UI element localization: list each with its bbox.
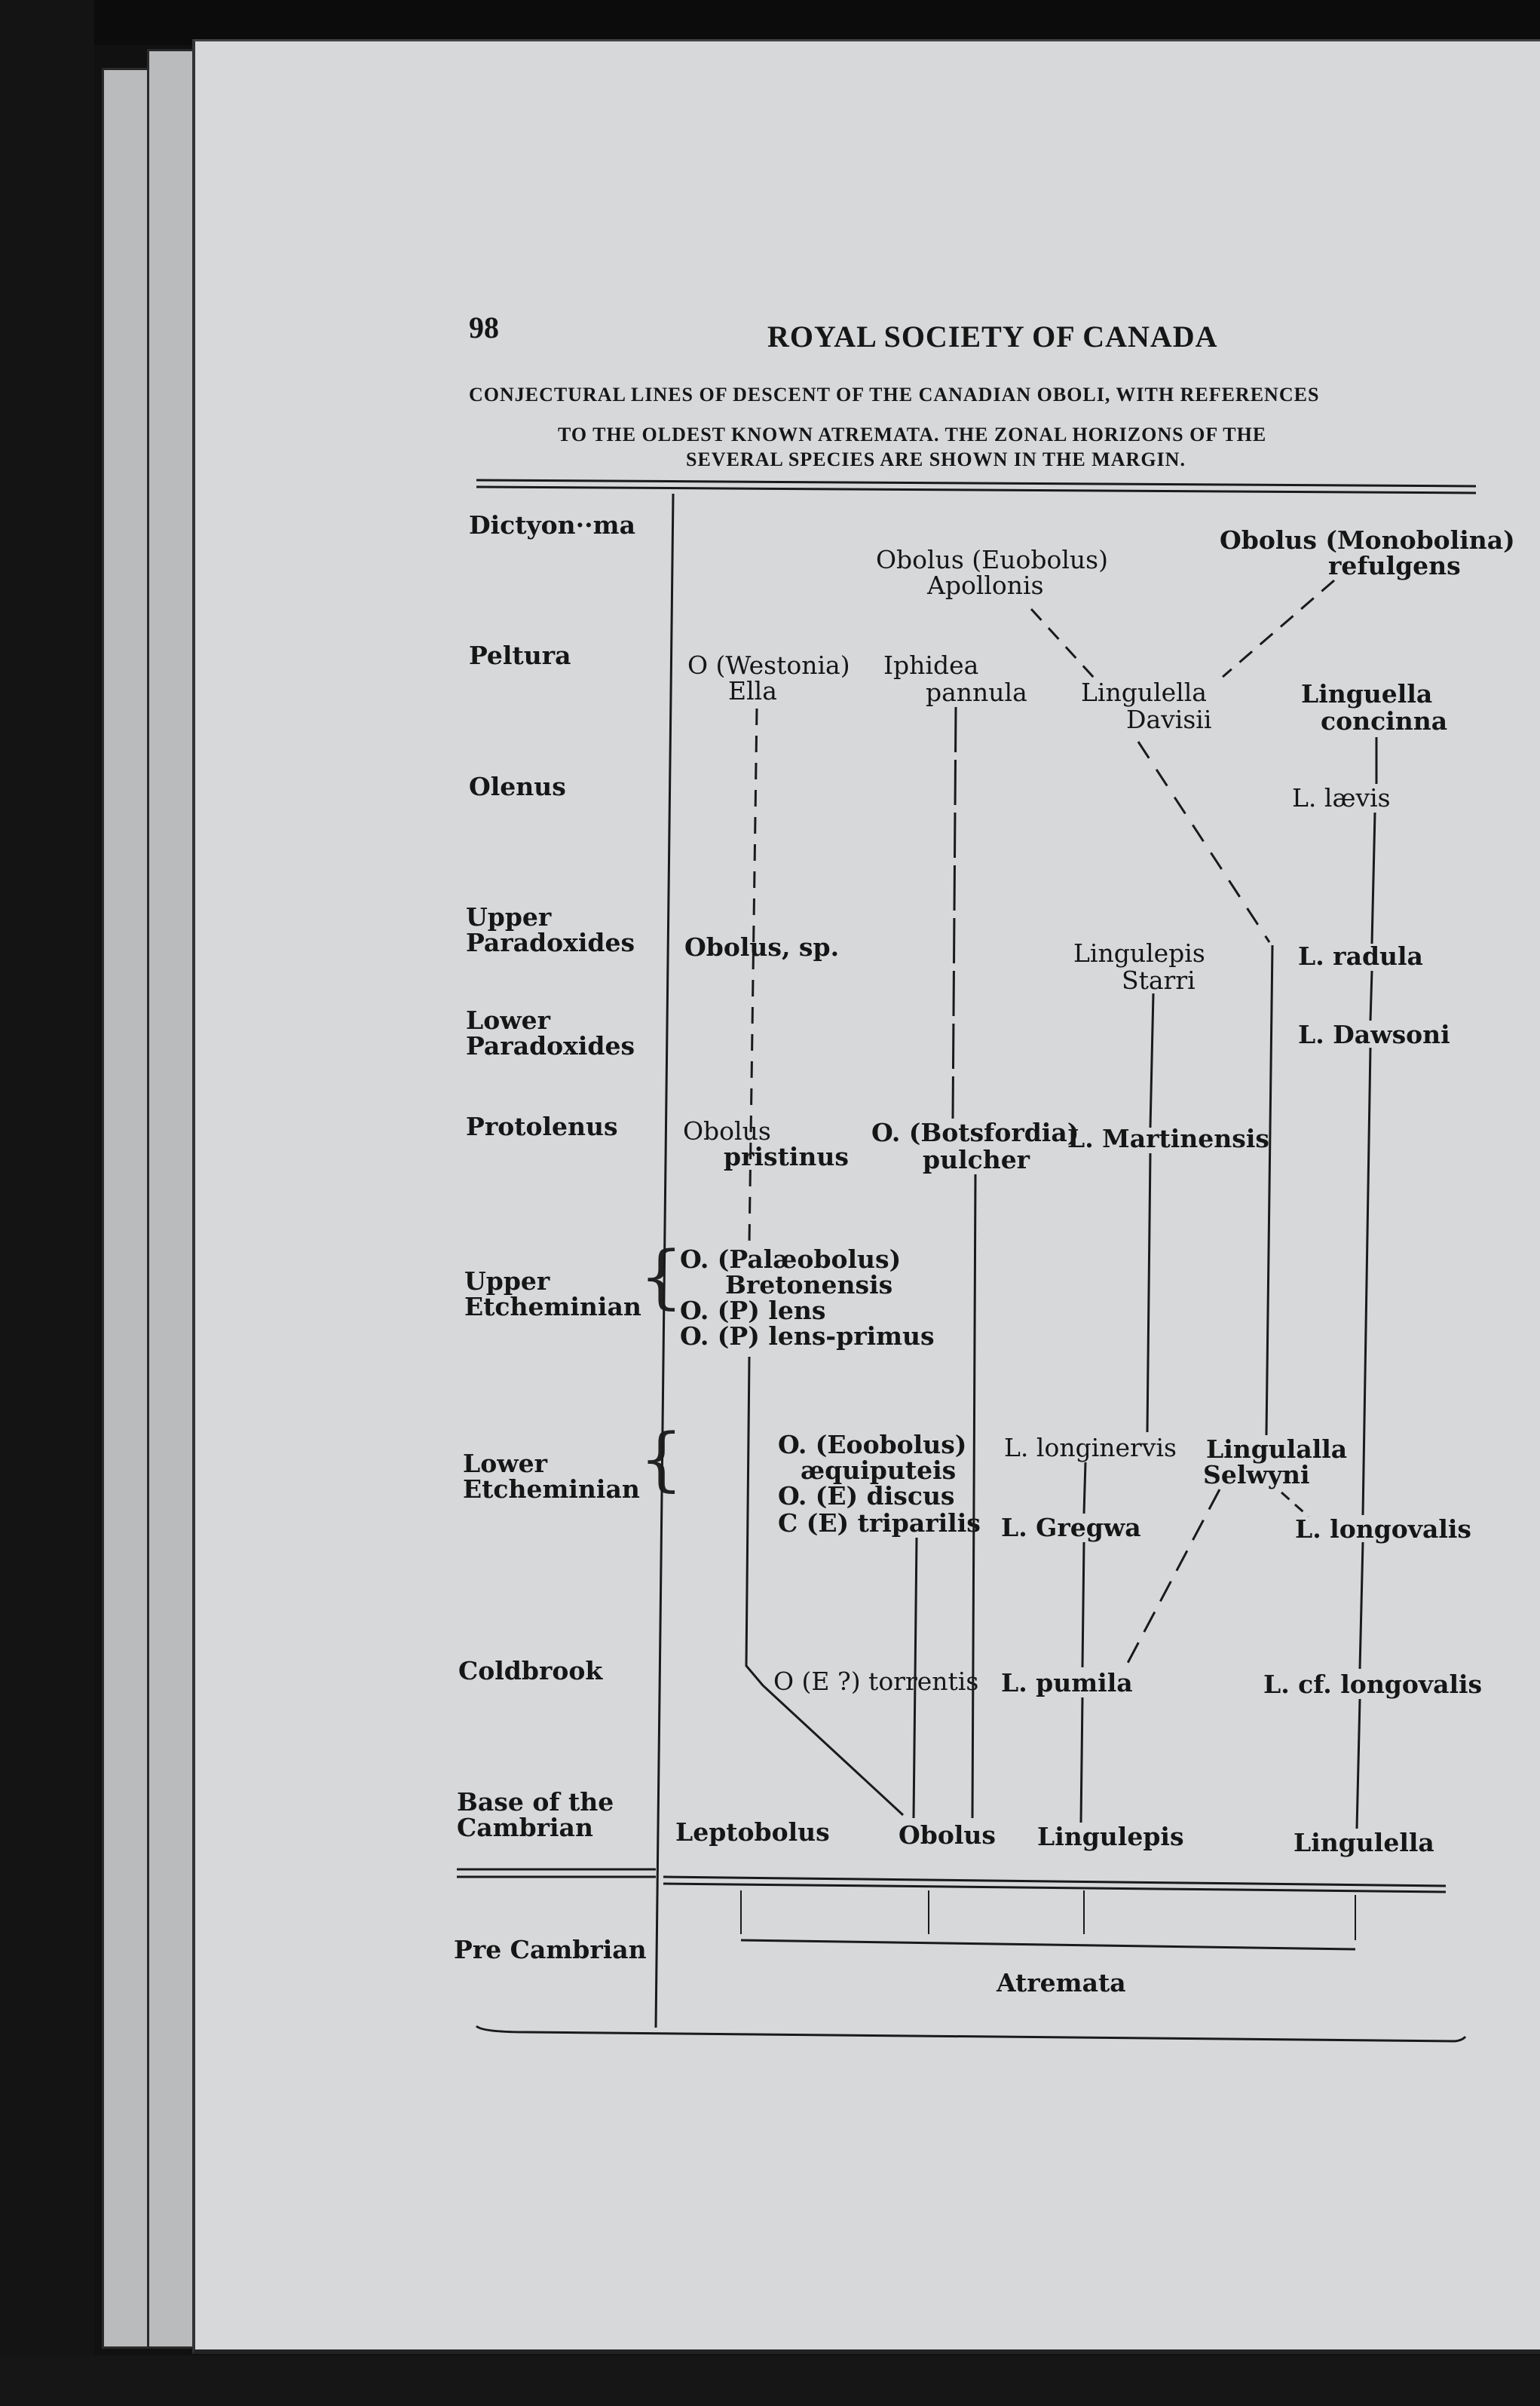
page-number: 98 xyxy=(469,311,499,344)
species-euobolus: Obolus (Euobolus) xyxy=(876,545,1108,574)
zone-olenus: Olenus xyxy=(469,772,566,801)
species-monobolina-name: refulgens xyxy=(1328,551,1461,580)
species-l-radula: L. radula xyxy=(1298,941,1423,971)
zone-upper-paradoxides-1: Upper xyxy=(466,902,552,932)
species-linguella-concinna-name: concinna xyxy=(1321,706,1448,736)
davisii-dashed xyxy=(1138,742,1269,942)
zone-coldbrook: Coldbrook xyxy=(458,1656,603,1685)
selwyni-lineage xyxy=(1266,945,1272,1435)
species-leptobolus: Leptobolus xyxy=(675,1817,830,1847)
caption-line-1: CONJECTURAL LINES OF DESCENT OF THE CANADIAN OBOLI, WITH REFERENCES xyxy=(469,384,1320,406)
species-l-longovalis: L. longovalis xyxy=(1295,1514,1472,1544)
species-l-longinervis: L. longinervis xyxy=(1004,1433,1177,1462)
species-l-dawsoni: L. Dawsoni xyxy=(1298,1020,1450,1049)
selwyni-pumila-dashed xyxy=(1126,1489,1220,1666)
selwyni-longovalis-dashed xyxy=(1281,1492,1309,1517)
zone-upper-etcheminian-1: Upper xyxy=(464,1266,550,1296)
species-p-lens-primus: O. (P) lens-primus xyxy=(680,1321,935,1351)
zone-dictyonema: Dictyon··ma xyxy=(469,510,635,540)
species-e-triparilis: C (E) triparilis xyxy=(778,1508,981,1538)
botsfordia-lineage xyxy=(972,1174,975,1818)
pumila-lingulepis-lineage xyxy=(1081,1697,1082,1823)
species-lingulepis: Lingulepis xyxy=(1037,1822,1184,1851)
species-obolus-sp: Obolus, sp. xyxy=(684,932,840,962)
gregwa-pumila-lineage xyxy=(1082,1542,1084,1667)
species-euobolus-name: Apollonis xyxy=(927,571,1044,600)
header-rule-1 xyxy=(476,480,1476,486)
species-l-laevis: L. lævis xyxy=(1292,783,1391,813)
martinensis-lineage xyxy=(1147,1153,1150,1432)
species-lingulella-davisii: Lingulella xyxy=(1081,678,1207,707)
species-monobolina: Obolus (Monobolina) xyxy=(1220,525,1515,555)
zone-pre-cambrian: Pre Cambrian xyxy=(454,1935,647,1964)
iphidea-lineage xyxy=(953,707,956,1119)
atremata-bracket-line xyxy=(741,1940,1355,1949)
zone-upper-etcheminian-2: Etcheminian xyxy=(464,1292,641,1321)
header-rule-2 xyxy=(476,487,1476,493)
zone-base-cambrian-2: Cambrian xyxy=(457,1813,593,1842)
species-obolus-pristinus-name: pristinus xyxy=(724,1142,849,1171)
species-eoobolus-name: æquiputeis xyxy=(801,1456,957,1485)
species-botsfordia: O. (Botsfordia) xyxy=(871,1118,1079,1147)
species-l-martinensis: L. Martinensis xyxy=(1067,1124,1269,1153)
species-westonia: O (Westonia) xyxy=(687,650,850,680)
species-iphidea-name: pannula xyxy=(926,678,1027,707)
species-torrentis: O (E ?) torrentis xyxy=(773,1667,979,1696)
monobolina-davisii-dashed xyxy=(1223,580,1334,677)
zone-lower-paradoxides-2: Paradoxides xyxy=(466,1031,635,1061)
species-linguella-concinna: Linguella xyxy=(1301,679,1433,709)
species-l-gregwa: L. Gregwa xyxy=(1001,1513,1141,1542)
zone-lower-paradoxides-1: Lower xyxy=(466,1006,551,1035)
brace-upper-etcheminian: { xyxy=(639,1236,684,1317)
zone-upper-paradoxides-2: Paradoxides xyxy=(466,928,635,957)
species-palaeobolus: O. (Palæobolus) xyxy=(680,1244,902,1274)
species-e-discus: O. (E) discus xyxy=(778,1481,955,1511)
caption-line-3: SEVERAL SPECIES ARE SHOWN IN THE MARGIN. xyxy=(686,448,1186,470)
euobolus-davisii-dashed xyxy=(1031,609,1095,678)
species-eoobolus: O. (Eoobolus) xyxy=(778,1430,967,1459)
species-p-lens: O. (P) lens xyxy=(680,1296,826,1325)
dawsoni-longovalis-lineage xyxy=(1363,1048,1370,1515)
species-lingulepis-starri: Lingulepis xyxy=(1073,938,1205,968)
species-lingulella-davisii-name: Davisii xyxy=(1126,705,1212,734)
longinervis-gregwa-lineage xyxy=(1084,1462,1085,1514)
longovalis-cf-lineage xyxy=(1360,1542,1363,1669)
triparilis-lineage xyxy=(914,1538,917,1818)
cf-lingulella-lineage xyxy=(1357,1699,1360,1829)
species-palaeobolus-name: Bretonensis xyxy=(725,1270,893,1299)
species-botsfordia-name: pulcher xyxy=(923,1145,1030,1174)
species-lingulalla-selwyni: Lingulalla xyxy=(1206,1434,1348,1464)
lingulepis-starri-lineage xyxy=(1150,993,1153,1128)
species-l-cf-longovalis: L. cf. longovalis xyxy=(1263,1670,1483,1699)
species-lingulalla-selwyni-name: Selwyni xyxy=(1203,1460,1310,1489)
zone-lower-etcheminian-1: Lower xyxy=(463,1449,548,1478)
species-obolus-pristinus: Obolus xyxy=(683,1116,771,1146)
brace-lower-etcheminian: { xyxy=(639,1419,684,1499)
zone-lower-etcheminian-2: Etcheminian xyxy=(463,1474,640,1504)
species-obolus: Obolus xyxy=(899,1820,996,1850)
species-westonia-name: Ella xyxy=(728,676,777,706)
running-title: ROYAL SOCIETY OF CANADA xyxy=(767,320,1218,354)
westonia-lineage-dashed xyxy=(749,709,757,1244)
species-iphidea: Iphidea xyxy=(883,650,979,680)
species-lingulella: Lingulella xyxy=(1294,1828,1434,1857)
radula-dawsoni-lineage xyxy=(1370,971,1372,1021)
zone-protolenus: Protolenus xyxy=(466,1112,618,1141)
zone-peltura: Peltura xyxy=(469,641,571,670)
laevis-radula-lineage xyxy=(1372,813,1375,944)
zone-base-cambrian-1: Base of the xyxy=(457,1787,614,1817)
species-l-pumila: L. pumila xyxy=(1001,1668,1133,1697)
species-lingulepis-starri-name: Starri xyxy=(1122,966,1196,995)
caption-line-2: TO THE OLDEST KNOWN ATREMATA. THE ZONAL HORIZONS OF THE xyxy=(558,424,1267,445)
table-divider-vertical xyxy=(656,494,673,2028)
group-atremata: Atremata xyxy=(997,1968,1126,1997)
bottom-rule xyxy=(476,2026,1465,2041)
leptobolus-lineage xyxy=(746,1357,903,1815)
